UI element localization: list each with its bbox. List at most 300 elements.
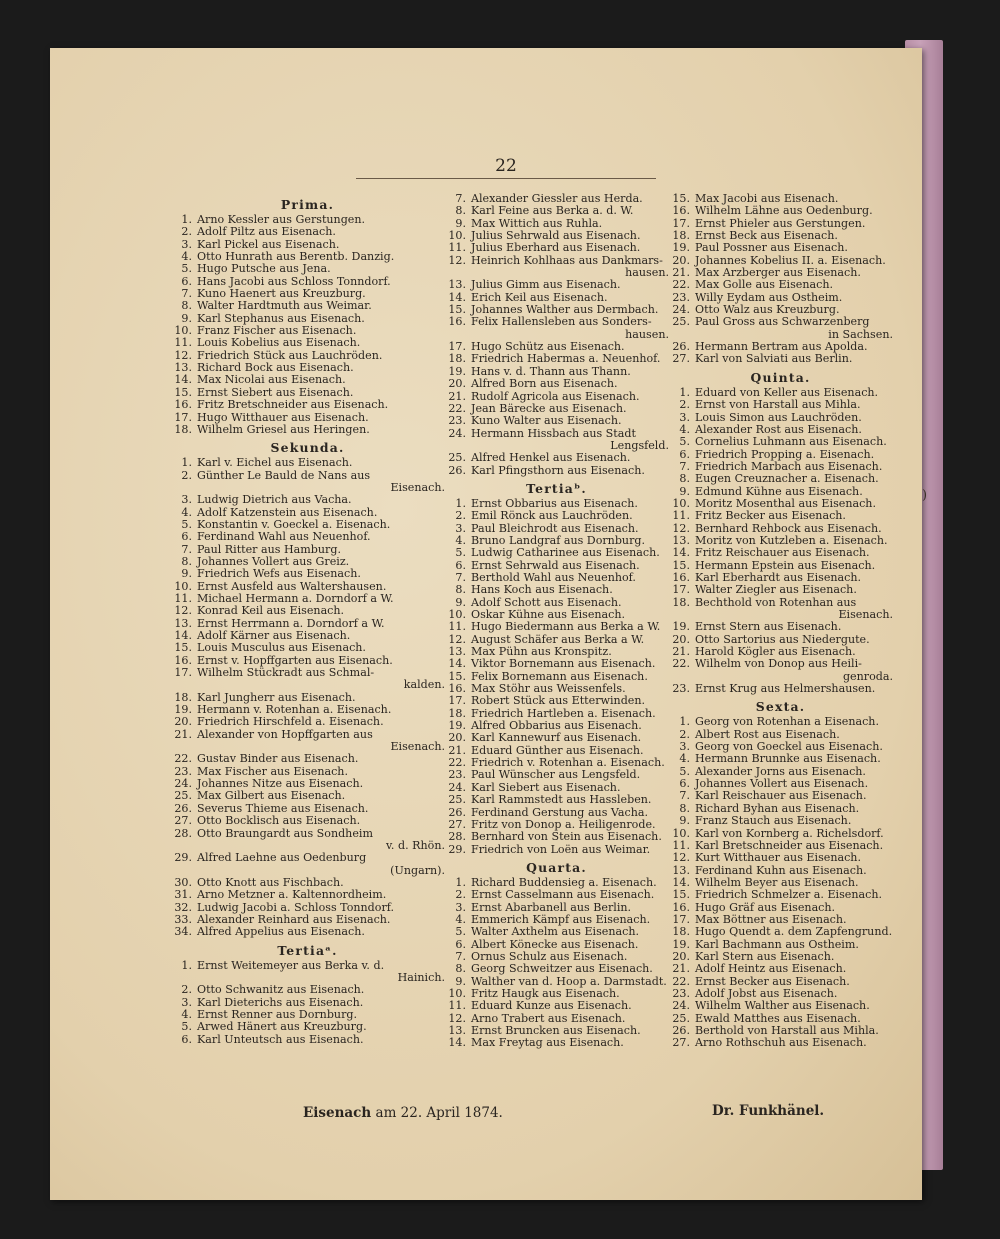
entry-number: 12. (448, 253, 466, 267)
entry-name: Max Gilbert aus Eisenach. (197, 789, 346, 803)
entry-name: Ernst Phieler aus Gerstungen. (695, 216, 866, 230)
entry-name: Karl Reischauer aus Eisenach. (695, 789, 867, 803)
entry-number: 1. (455, 875, 466, 889)
entry-number: 10. (448, 229, 466, 243)
entry-number: 1. (181, 958, 192, 972)
entry-name: Rudolf Agricola aus Eisenach. (471, 389, 640, 403)
list-item (668, 790, 893, 802)
entry-number: 8. (181, 554, 192, 568)
entry-name: Ernst Ausfeld aus Waltershausen. (197, 579, 387, 593)
entry-number: 19. (174, 703, 192, 717)
entry-number: 21. (448, 389, 466, 403)
entry-number: 27. (672, 1036, 690, 1050)
footer-signature: Dr. Funkhänel. (712, 1103, 825, 1119)
entry-name: Georg von Goeckel aus Eisenach. (695, 740, 883, 754)
entry-number: 4. (679, 752, 690, 766)
entry-number: 23. (448, 768, 466, 782)
entry-number: 5. (455, 925, 466, 939)
list-item (170, 852, 445, 864)
entry-number: 13. (672, 533, 690, 547)
list-item (444, 889, 669, 901)
entry-number: 20. (448, 731, 466, 745)
entry-name: Max Nicolai aus Eisenach. (197, 373, 346, 387)
list-item (668, 963, 893, 975)
list-item (668, 621, 893, 633)
footer-date: am 22. April 1874. (375, 1105, 503, 1121)
entry-number: 18. (174, 422, 192, 436)
entry-number: 17. (672, 583, 690, 597)
entry-name: Moritz Mosenthal aus Eisenach. (695, 496, 876, 510)
entry-number: 12. (174, 348, 192, 362)
entry-number: 9. (181, 311, 192, 325)
list-item (170, 926, 445, 938)
entry-name: Fritz von Donop a. Heiligenrode. (471, 817, 656, 831)
entry-name: Louis Kobelius aus Eisenach. (197, 336, 361, 350)
list-item (170, 815, 445, 827)
entry-name: Berthold von Harstall aus Mihla. (695, 1024, 879, 1037)
entry-name: Julius Gimm aus Eisenach. (471, 278, 621, 292)
entry-number: 1. (181, 213, 192, 226)
entry-number: 4. (679, 422, 690, 436)
entry-number: 5. (455, 546, 466, 560)
entry-name: Michael Hermann a. Dorndorf a W. (197, 591, 394, 605)
entry-name: Johannes Nitze aus Eisenach. (197, 777, 364, 791)
entry-name: Arwed Hänert aus Kreuzburg. (197, 1020, 367, 1034)
entry-number: 26. (448, 463, 466, 477)
entry-name: Walter Ziegler aus Eisenach. (695, 583, 857, 597)
entry-number: 16. (174, 398, 192, 412)
entry-number: 13. (448, 278, 466, 292)
list-item (444, 695, 669, 707)
list-item (170, 605, 445, 617)
list-item (444, 926, 669, 938)
entry-name: Karl v. Eichel aus Eisenach. (197, 456, 353, 470)
entry-name: Karl Dieterichs aus Eisenach. (197, 995, 364, 1009)
entry-name: Max Stöhr aus Weissenfels. (471, 682, 626, 696)
list-item (444, 279, 669, 291)
entry-number: 3. (181, 237, 192, 251)
entry-name: Ernst Herrmann a. Dorndorf a W. (197, 616, 385, 630)
list-item (170, 1021, 445, 1033)
entry-name: Walther van d. Hoop a. Darmstadt. (471, 974, 667, 988)
entry-name: Albert Rost aus Eisenach. (695, 727, 840, 741)
entry-name: Wilhelm Stückradt aus Schmal- (197, 666, 375, 680)
entry-number: 17. (672, 216, 690, 230)
entry-number: 19. (448, 719, 466, 733)
entry-name: Hermann v. Rotenhan a. Eisenach. (197, 703, 392, 717)
list-item (444, 242, 669, 254)
entry-name: Wilhelm von Donop aus Heili- (695, 657, 862, 671)
entry-number: 5. (181, 517, 192, 531)
entry-number: 9. (455, 974, 466, 988)
entry-number: 20. (672, 949, 690, 963)
list-item (444, 658, 669, 670)
entry-number: 25. (672, 315, 690, 329)
entry-name: Otto Hunrath aus Berentb. Danzig. (197, 250, 395, 264)
entry-number: 6. (455, 937, 466, 951)
entry-number: 22. (174, 752, 192, 766)
entry-name: Ornus Schulz aus Eisenach. (471, 949, 628, 963)
list-item (668, 412, 893, 424)
list-item (668, 353, 893, 365)
entry-name: Edmund Kühne aus Eisenach. (695, 484, 863, 498)
entry-number: 5. (679, 764, 690, 778)
entry-number: 15. (672, 888, 690, 902)
entry-number: 28. (174, 826, 192, 840)
entry-continuation: hausen. (625, 327, 669, 341)
entry-name: Fritz Becker aus Eisenach. (695, 509, 846, 523)
entry-number: 7. (679, 789, 690, 803)
entry-number: 13. (448, 1024, 466, 1037)
list-item (444, 1037, 669, 1049)
entry-number: 18. (672, 229, 690, 243)
list-item (444, 844, 669, 856)
entry-number: 3. (679, 740, 690, 754)
entry-name: Heinrich Kohlhaas aus Dankmars- (471, 253, 663, 267)
list-item (668, 436, 893, 448)
entry-number: 5. (181, 262, 192, 276)
entry-number: 14. (448, 657, 466, 671)
list-item (170, 568, 445, 580)
list-item (444, 353, 669, 365)
entry-name: Otto Bocklisch aus Eisenach. (197, 814, 361, 828)
entry-number: 2. (455, 509, 466, 523)
entry-continuation: v. d. Rhön. (385, 838, 445, 852)
entry-name: Ernst Renner aus Dornburg. (197, 1007, 358, 1021)
entry-name: Johannes Kobelius II. a. Eisenach. (695, 253, 886, 267)
list-item (668, 399, 893, 411)
entry-number: 8. (455, 204, 466, 218)
entry-name: Emil Rönck aus Lauchröden. (471, 509, 633, 523)
entry-name: Ernst Abarbanell aus Berlin. (471, 900, 632, 914)
entry-name: Felix Bornemann aus Eisenach. (471, 669, 648, 683)
entry-name: Ludwig Jacobi a. Schloss Tonndorf. (197, 900, 395, 914)
section-heading: Quinta. (750, 369, 811, 385)
entry-number: 14. (672, 875, 690, 889)
entry-name: Arno Metzner a. Kaltennordheim. (197, 888, 387, 902)
entry-name: Karl Feine aus Berka a. d. W. (471, 204, 634, 218)
entry-number: 25. (672, 1011, 690, 1025)
entry-number: 11. (448, 241, 466, 255)
entry-number: 3. (181, 493, 192, 507)
entry-name: Hugo Gräf aus Eisenach. (695, 900, 836, 914)
entry-name: Richard Byhan aus Eisenach. (695, 801, 860, 815)
entry-name: Fritz Haugk aus Eisenach. (471, 986, 620, 1000)
list-item (668, 658, 893, 670)
entry-number: 23. (448, 414, 466, 428)
entry-number: 13. (448, 645, 466, 659)
entry-number: 11. (174, 336, 192, 350)
entry-number: 24. (672, 999, 690, 1013)
entry-number: 25. (448, 451, 466, 465)
entry-name: Kurt Witthauer aus Eisenach. (695, 851, 861, 865)
list-item (668, 1000, 893, 1012)
entry-number: 22. (672, 657, 690, 671)
entry-number: 16. (672, 900, 690, 914)
entry-name: Karl Bachmann aus Ostheim. (695, 937, 859, 951)
entry-number: 17. (672, 912, 690, 926)
entry-number: 29. (174, 851, 192, 865)
list-item (668, 683, 893, 695)
entry-number: 13. (174, 616, 192, 630)
entry-name: Bernhard Rehbock aus Eisenach. (695, 521, 882, 535)
entry-number: 3. (455, 521, 466, 535)
entry-number: 13. (174, 361, 192, 375)
list-item (170, 263, 445, 275)
list-item (444, 316, 669, 328)
entry-name: Otto Braungardt aus Sondheim (197, 826, 373, 840)
entry-number: 20. (672, 253, 690, 267)
list-item (170, 300, 445, 312)
entry-number: 2. (181, 225, 192, 239)
entry-name: Alexander Rost aus Eisenach. (695, 422, 862, 436)
entry-name: Emmerich Kämpf aus Eisenach. (471, 912, 651, 926)
entry-number: 3. (679, 410, 690, 424)
column-2 (444, 193, 669, 1050)
entry-number: 6. (181, 1032, 192, 1046)
entry-number: 26. (672, 1024, 690, 1037)
entry-name: Oskar Kühne aus Eisenach. (471, 608, 626, 621)
entry-name: Franz Stauch aus Eisenach. (695, 814, 852, 828)
entry-name: Erich Keil aus Eisenach. (471, 290, 608, 304)
entry-name: Arno Kessler aus Gerstungen. (197, 213, 366, 226)
entry-name: Paul Wünscher aus Lengsfeld. (471, 768, 641, 782)
entry-number: 17. (174, 410, 192, 424)
entry-continuation: Hainich. (397, 970, 445, 984)
entry-name: Eduard von Keller aus Eisenach. (695, 385, 879, 399)
entry-name: Hermann Hissbach aus Stadt (471, 426, 636, 440)
entry-number: 1. (181, 456, 192, 470)
entry-name: Hans v. d. Thann aus Thann. (471, 364, 631, 378)
entry-name: Bernhard von Stein aus Eisenach. (471, 830, 662, 844)
entry-number: 20. (448, 377, 466, 391)
entry-name: Friedrich Stück aus Lauchröden. (197, 348, 383, 362)
list-item (170, 984, 445, 996)
section-heading: Quarta. (526, 859, 587, 875)
list-item (444, 831, 669, 843)
entry-number: 17. (174, 666, 192, 680)
entry-number: 26. (174, 801, 192, 815)
list-item (668, 205, 893, 217)
entry-number: 4. (455, 912, 466, 926)
entry-name: Ernst Krug aus Helmershausen. (695, 682, 876, 696)
entry-number: 9. (455, 595, 466, 609)
entry-name: Harold Kögler aus Eisenach. (695, 645, 856, 659)
list-item (668, 828, 893, 840)
entry-name: Alfred Laehne aus Oedenburg (197, 851, 367, 865)
entry-name: Friedrich Propping a. Eisenach. (695, 447, 875, 461)
entry-name: Eduard Kunze aus Eisenach. (471, 999, 632, 1013)
entry-number: 22. (448, 401, 466, 415)
entry-continuation: hausen. (625, 266, 669, 280)
entry-number: 34. (174, 925, 192, 939)
entry-number: 32. (174, 900, 192, 914)
entry-name: Wilhelm Lähne aus Oedenburg. (695, 204, 873, 218)
entry-number: 10. (672, 826, 690, 840)
entry-continuation: kalden. (403, 678, 445, 692)
entry-number: 2. (181, 468, 192, 482)
list-item (170, 337, 445, 349)
entry-name: Friedrich v. Rotenhan a. Eisenach. (471, 756, 665, 770)
entry-name: Fritz Reischauer aus Eisenach. (695, 546, 870, 560)
entry-name: Friedrich Hartleben a. Eisenach. (471, 706, 656, 720)
list-item (668, 1037, 893, 1049)
entry-number: 15. (672, 558, 690, 572)
entry-name: Gustav Binder aus Eisenach. (197, 752, 359, 766)
entry-name: Alexander Reinhard aus Eisenach. (197, 912, 391, 926)
list-item (170, 399, 445, 411)
entry-name: Ernst von Harstall aus Mihla. (695, 398, 861, 412)
entry-number: 8. (455, 962, 466, 976)
entry-number: 14. (672, 546, 690, 560)
entry-name: Johannes Vollert aus Greiz. (197, 554, 350, 568)
entry-number: 16. (448, 315, 466, 329)
list-item (668, 889, 893, 901)
entry-number: 7. (455, 192, 466, 205)
entry-name: Friedrich Habermas a. Neuenhof. (471, 352, 661, 366)
entry-name: Berthold Wahl aus Neuenhof. (471, 570, 636, 584)
entry-number: 19. (672, 937, 690, 951)
entry-name: Adolf Schott aus Eisenach. (471, 595, 622, 609)
entry-name: Karl Kannewurf aus Eisenach. (471, 731, 642, 745)
list-item (668, 547, 893, 559)
list-item (170, 642, 445, 654)
entry-number: 3. (181, 995, 192, 1009)
entry-number: 9. (181, 567, 192, 581)
entry-number: 12. (448, 1011, 466, 1025)
entry-number: 1. (679, 715, 690, 729)
entry-name: Alexander von Hopffgarten aus (197, 727, 373, 741)
entry-name: Karl von Salviati aus Berlin. (695, 352, 853, 366)
list-item (668, 279, 893, 291)
entry-number: 4. (181, 1007, 192, 1021)
entry-number: 25. (174, 789, 192, 803)
entry-number: 4. (181, 505, 192, 519)
entry-number: 10. (672, 496, 690, 510)
entry-continuation: Lengsfeld. (610, 438, 669, 452)
entry-continuation: in Sachsen. (828, 327, 893, 341)
entry-number: 18. (448, 706, 466, 720)
entry-name: Max Pühn aus Kronspitz. (471, 645, 612, 659)
entry-number: 10. (448, 608, 466, 621)
entry-number: 16. (672, 204, 690, 218)
entry-name: Karl Bretschneider aus Eisenach. (695, 838, 884, 852)
entry-name: Georg von Rotenhan a Eisenach. (695, 715, 879, 729)
entry-number: 18. (672, 925, 690, 939)
entry-number: 6. (181, 274, 192, 288)
entry-name: Karl Eberhardt aus Eisenach. (695, 570, 862, 584)
entry-name: Paul Possner aus Eisenach. (695, 241, 848, 255)
list-item (444, 452, 669, 464)
list-item (668, 242, 893, 254)
entry-number: 7. (679, 459, 690, 473)
entry-number: 11. (174, 591, 192, 605)
entry-name: Friedrich Schmelzer a. Eisenach. (695, 888, 882, 902)
entry-name: Georg Schweitzer aus Eisenach. (471, 962, 653, 976)
entry-name: Felix Hallensleben aus Sonders- (471, 315, 652, 329)
entry-number: 8. (181, 299, 192, 313)
entry-name: Adolf Kärner aus Eisenach. (197, 629, 351, 642)
margin-mark: ) (922, 488, 928, 503)
entry-number: 6. (181, 530, 192, 544)
entry-name: Hugo Quendt a. dem Zapfengrund. (695, 925, 893, 939)
entry-number: 15. (672, 192, 690, 205)
section-heading: Prima. (280, 197, 335, 212)
list-item (444, 465, 669, 477)
entry-name: Hugo Putsche aus Jena. (197, 262, 331, 276)
entry-number: 16. (448, 682, 466, 696)
entry-name: Adolf Heintz aus Eisenach. (695, 962, 847, 976)
section-heading: Tertiaᵇ. (526, 480, 587, 496)
list-item (668, 510, 893, 522)
entry-number: 5. (679, 435, 690, 449)
entry-name: Cornelius Luhmann aus Eisenach. (695, 435, 887, 449)
entry-name: Ferdinand Kuhn aus Eisenach. (695, 863, 867, 877)
entry-name: Alfred Appelius aus Eisenach. (197, 925, 365, 939)
entry-name: Willy Eydam aus Ostheim. (695, 290, 843, 304)
entry-name: Friedrich Marbach aus Eisenach. (695, 459, 883, 473)
entry-name: Louis Simon aus Lauchröden. (695, 410, 862, 424)
entry-name: Hermann Bertram aus Apolda. (695, 340, 868, 354)
entry-number: 17. (448, 340, 466, 354)
entry-number: 13. (672, 863, 690, 877)
entry-name: Arno Trabert aus Eisenach. (471, 1011, 626, 1025)
entry-number: 23. (672, 682, 690, 696)
entry-number: 24. (174, 777, 192, 791)
entry-name: Eugen Creuznacher a. Eisenach. (695, 472, 879, 486)
list-item (444, 807, 669, 819)
entry-number: 12. (174, 604, 192, 618)
entry-number: 3. (455, 900, 466, 914)
entry-name: Julius Eberhard aus Eisenach. (471, 241, 641, 255)
entry-name: Otto Schwanitz aus Eisenach. (197, 983, 365, 997)
column-1 (170, 193, 445, 1046)
entry-number: 17. (448, 694, 466, 708)
entry-number: 27. (672, 352, 690, 366)
entry-name: Friedrich von Loën aus Weimar. (471, 842, 651, 856)
entry-name: Hugo Schütz aus Eisenach. (471, 340, 625, 354)
entry-number: 28. (448, 830, 466, 844)
column-3 (668, 193, 893, 1050)
entry-name: Hugo Witthauer aus Eisenach. (197, 410, 369, 424)
document-page (50, 48, 928, 1200)
entry-number: 9. (679, 484, 690, 498)
entry-name: Friedrich Wefs aus Eisenach. (197, 567, 361, 581)
entry-name: Ernst Becker aus Eisenach. (695, 974, 850, 988)
list-item (170, 374, 445, 386)
list-item (444, 547, 669, 559)
entry-name: Ernst Obbarius aus Eisenach. (471, 496, 638, 510)
entry-name: Karl Unteutsch aus Eisenach. (197, 1032, 364, 1046)
entry-name: Max Jacobi aus Eisenach. (695, 192, 839, 205)
list-item (668, 584, 893, 596)
entry-number: 22. (448, 756, 466, 770)
list-item (170, 790, 445, 802)
entry-name: Paul Ritter aus Hamburg. (197, 542, 341, 556)
entry-name: Ernst Siebert aus Eisenach. (197, 385, 354, 399)
entry-name: Otto Sartorius aus Niedergute. (695, 632, 870, 646)
entry-number: 6. (455, 558, 466, 572)
entry-number: 10. (174, 579, 192, 593)
entry-number: 19. (672, 241, 690, 255)
entry-name: Ernst Casselmann aus Eisenach. (471, 888, 655, 902)
entry-number: 2. (679, 727, 690, 741)
entry-name: Bruno Landgraf aus Dornburg. (471, 533, 646, 547)
entry-number: 5. (181, 1020, 192, 1034)
entry-name: Arno Rothschuh aus Eisenach. (695, 1036, 867, 1050)
list-item (444, 732, 669, 744)
list-item (668, 316, 893, 328)
